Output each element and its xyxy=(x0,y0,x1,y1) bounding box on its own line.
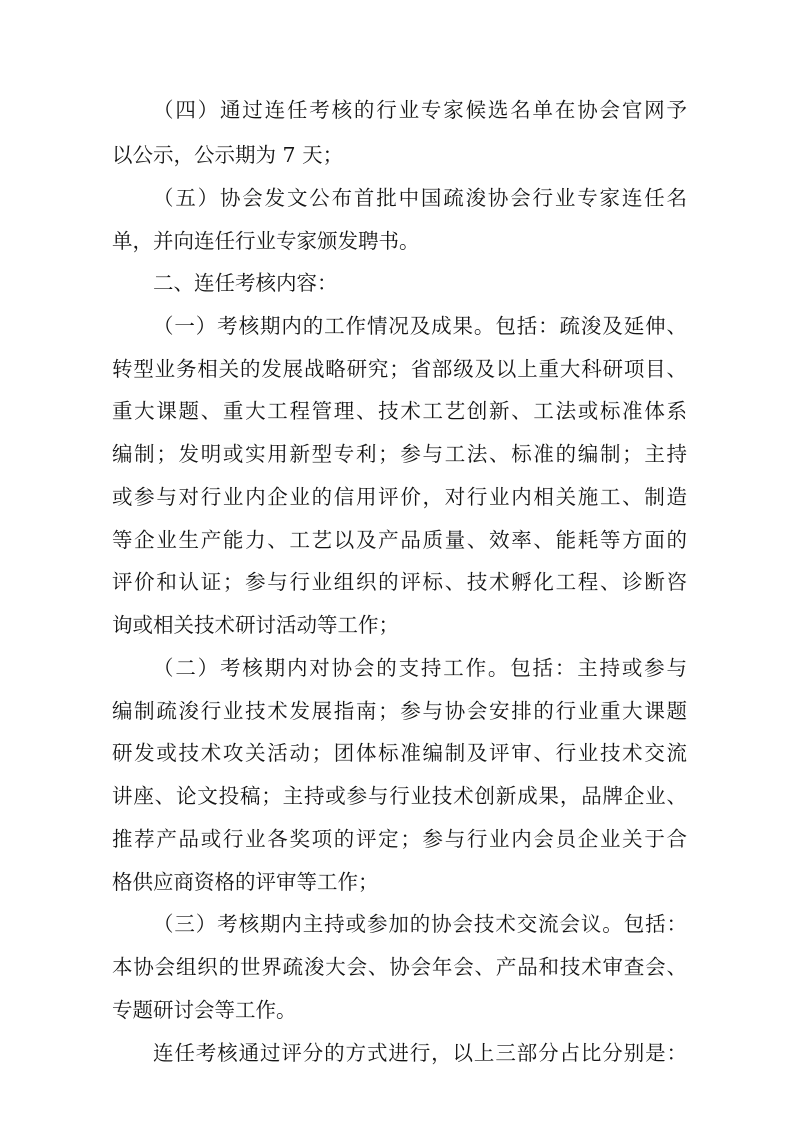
paragraph-line: 或参与对行业内企业的信用评价，对行业内相关施工、制造 xyxy=(112,485,687,509)
paragraph-line: 讲座、论文投稿；主持或参与行业技术创新成果，品牌企业、 xyxy=(112,784,687,808)
paragraph-line: （二）考核期内对协会的支持工作。包括：主持或参与 xyxy=(153,656,687,680)
paragraph-line: 推荐产品或行业各奖项的评定；参与行业内会员企业关于合 xyxy=(112,827,687,851)
paragraph-line: 重大课题、重大工程管理、技术工艺创新、工法或标准体系 xyxy=(112,399,687,423)
paragraph-line: （一）考核期内的工作情况及成果。包括：疏浚及延伸、 xyxy=(153,314,687,338)
paragraph-line: （四）通过连任考核的行业专家候选名单在协会官网予 xyxy=(153,98,687,122)
paragraph-line: 等企业生产能力、工艺以及产品质量、效率、能耗等方面的 xyxy=(112,528,687,552)
paragraph-line: 研发或技术攻关活动；团体标准编制及评审、行业技术交流 xyxy=(112,741,687,765)
paragraph-line: 编制疏浚行业技术发展指南；参与协会安排的行业重大课题 xyxy=(112,699,687,723)
paragraph-line: 转型业务相关的发展战略研究；省部级及以上重大科研项目、 xyxy=(112,357,687,381)
paragraph-line: （五）协会发文公布首批中国疏浚协会行业专家连任名 xyxy=(153,186,687,210)
paragraph-line: 专题研讨会等工作。 xyxy=(112,998,297,1022)
paragraph-line: 单，并向连任行业专家颁发聘书。 xyxy=(112,229,420,253)
paragraph-line: 询或相关技术研讨活动等工作； xyxy=(112,613,399,637)
paragraph-line: 编制；发明或实用新型专利；参与工法、标准的编制；主持 xyxy=(112,442,687,466)
paragraph-line: 本协会组织的世界疏浚大会、协会年会、产品和技术审查会、 xyxy=(112,955,687,979)
paragraph-line: （三）考核期内主持或参加的协会技术交流会议。包括： xyxy=(153,912,687,936)
section-heading: 二、连任考核内容： xyxy=(153,271,338,295)
paragraph-line: 评价和认证；参与行业组织的评标、技术孵化工程、诊断咨 xyxy=(112,570,687,594)
paragraph-line: 以公示，公示期为 7 天； xyxy=(112,143,344,167)
paragraph-line: 格供应商资格的评审等工作； xyxy=(112,870,379,894)
paragraph-line: 连任考核通过评分的方式进行，以上三部分占比分别是： xyxy=(153,1041,687,1065)
